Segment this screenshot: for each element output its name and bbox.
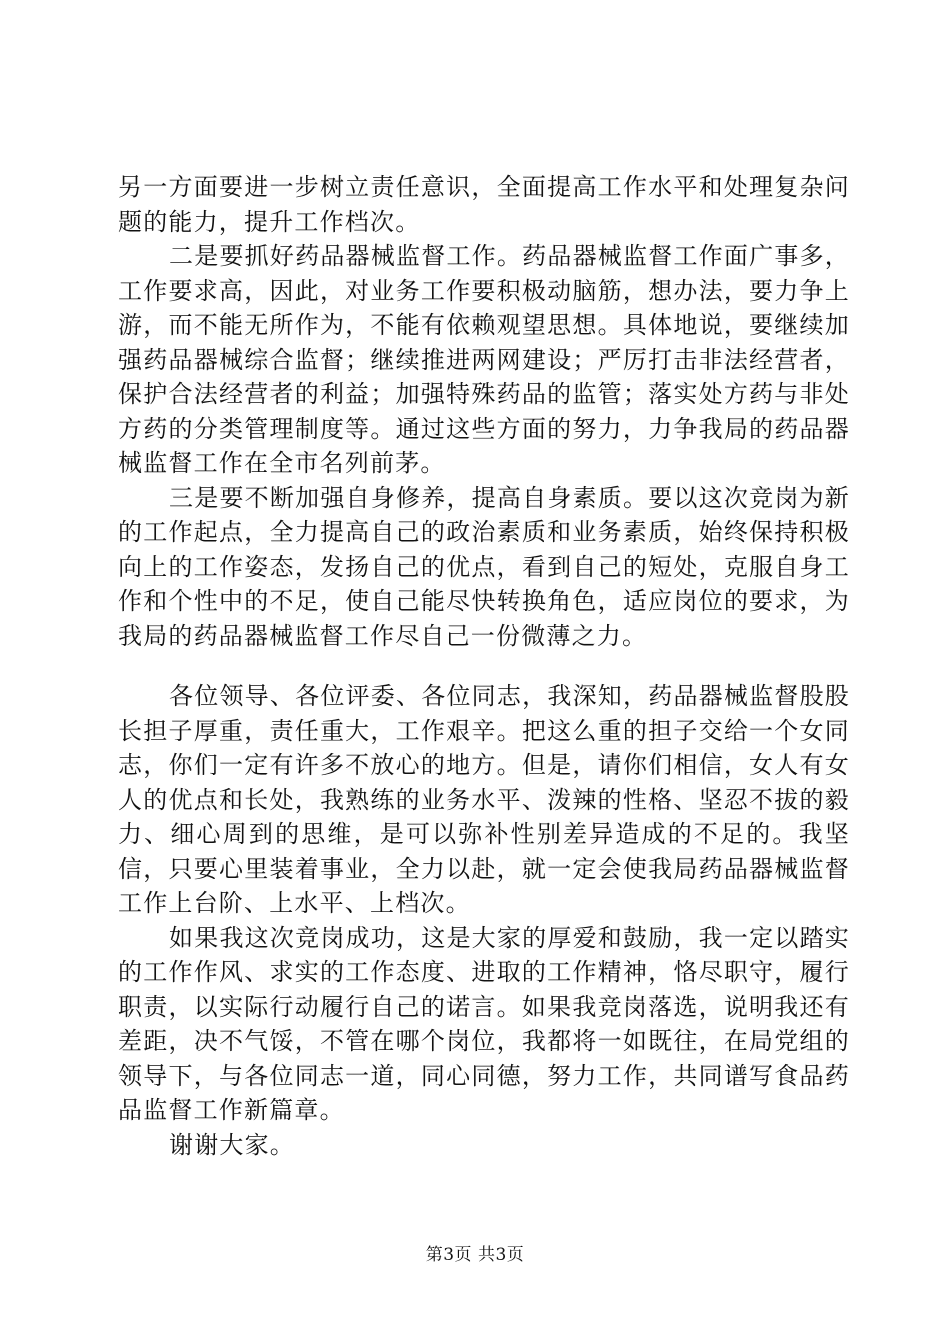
paragraph-thanks: 谢谢大家。 (169, 1130, 295, 1159)
paragraph-address-to-leaders: 各位领导、各位评委、各位同志，我深知，药品器械监督股股长担子厚重，责任重大，工作艰辛。把这么重的担子交给一个女同志，你们一定有许多不放心的地方。但是，请你们相信，女人有女人的优点和长处，我熟练的业务水平、泼辣的性格、坚忍不拔的毅力、细心周到的思维，是可以弥补性别差异造成的不足的。我坚信，只要心里装着事业，全力以赴，就一定会使我局药品器械监督工作上台阶、上水平、上档次。 (118, 682, 850, 917)
paragraph-gap (118, 653, 850, 679)
paragraph-self-improvement: 三是要不断加强自身修养，提高自身素质。要以这次竞岗为新的工作起点，全力提高自己的政治素质和业务素质，始终保持积极向上的工作姿态，发扬自己的优点，看到自己的短处，克服自身工作和个性中的不足，使自己能尽快转换角色，适应岗位的要求，为我局的药品器械监督工作尽自己一份微薄之力。 (118, 483, 850, 650)
document-body (118, 170, 850, 1162)
paragraph-commitment: 如果我这次竞岗成功，这是大家的厚爱和鼓励，我一定以踏实的工作作风、求实的工作态度、进取的工作精神，恪尽职守，履行职责，以实际行动履行自己的诺言。如果我竞岗落选，说明我还有差距，决不气馁，不管在哪个岗位，我都将一如既往，在局党组的领导下，与各位同志一道，同心同德，努力工作，共同谱写食品药品监督工作新篇章。 (118, 923, 850, 1124)
paragraph-continuation: 另一方面要进一步树立责任意识，全面提高工作水平和处理复杂问题的能力，提升工作档次。 (118, 173, 850, 236)
paragraph-drug-device-supervision: 二是要抓好药品器械监督工作。药品器械监督工作面广事多，工作要求高，因此，对业务工作要积极动脑筋，想办法，要力争上游，而不能无所作为，不能有依赖观望思想。具体地说，要继续加强药品器械综合监督；继续推进两网建设；严厉打击非法经营者，保护合法经营者的利益；加强特殊药品的监管；落实处方药与非处方药的分类管理制度等。通过这些方面的努力，力争我局的药品器械监督工作在全市名列前茅。 (118, 242, 850, 477)
page-number-footer: 第3页 共3页 (425, 1245, 525, 1265)
